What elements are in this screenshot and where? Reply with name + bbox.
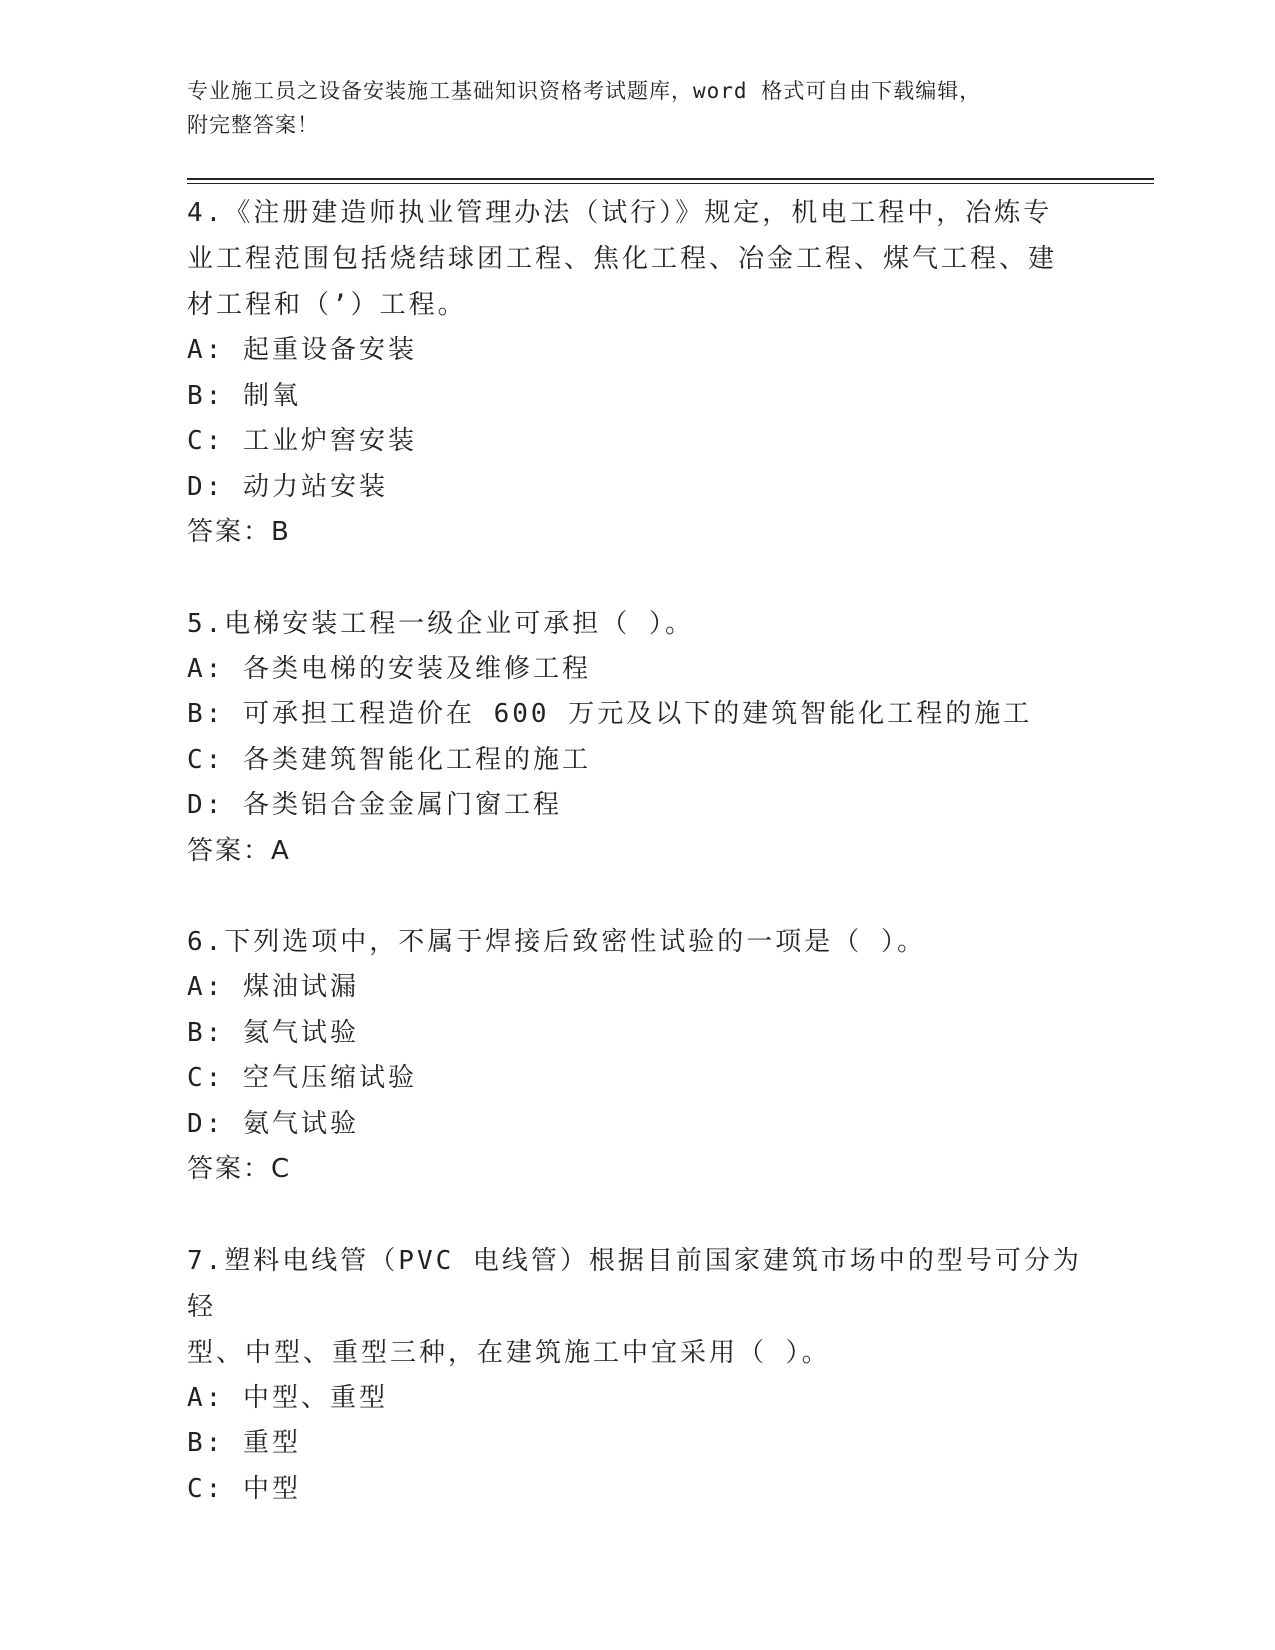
answer-line: 答案：A [187,835,291,866]
option-c: C: 各类建筑智能化工程的施工 [187,744,591,775]
option-d: D: 氨气试验 [187,1108,359,1139]
answer-line: 答案：C [187,1154,292,1184]
question-stem-line: 材工程和（’）工程。 [187,290,467,320]
option-a: A: 煤油试漏 [187,972,359,1002]
header-divider-thin [187,183,1154,184]
option-b: B: 氦气试验 [187,1017,359,1048]
question-list [187,190,1087,1557]
question-stem-line: 4.《注册建造师执业管理办法（试行）》规定，机电工程中，冶炼专 [187,198,1053,228]
question-stem-line: 6.下列选项中，不属于焊接后致密性试验的一项是（ ）。 [187,927,926,957]
option-a: A: 中型、重型 [187,1382,388,1413]
question-stem-line: 7.塑料电线管（PVC 电线管）根据目前国家建筑市场中的型号可分为轻 [187,1245,1082,1322]
option-d: D: 动力站安装 [187,471,388,502]
answer-line: 答案：B [187,517,291,547]
header-line-1: 专业施工员之设备安装施工基础知识资格考试题库，word 格式可自由下载编辑， [187,79,982,103]
question-stem-line: 型、中型、重型三种，在建筑施工中宜采用（ ）。 [187,1337,831,1368]
option-d: D: 各类铝合金金属门窗工程 [187,790,562,820]
question-stem-line: 业工程范围包括烧结球团工程、焦化工程、冶金工程、煤气工程、建 [187,244,1058,274]
question-4 [187,190,1087,556]
header-divider-thick [187,178,1154,180]
option-c: C: 工业炉窖安装 [187,426,417,456]
option-a: A: 起重设备安装 [187,335,417,365]
option-b: B: 重型 [187,1428,301,1458]
option-b: B: 可承担工程造价在 600 万元及以下的建筑智能化工程的施工 [187,699,1033,729]
option-b: B: 制氧 [187,380,301,411]
question-7 [187,1238,1087,1513]
question-5 [187,601,1087,875]
option-c: C: 空气压缩试验 [187,1063,417,1093]
header-line-2: 附完整答案！ [187,113,319,137]
question-6 [187,919,1087,1193]
option-c: C: 中型 [187,1473,301,1504]
option-a: A: 各类电梯的安装及维修工程 [187,653,591,684]
question-stem-line: 5.电梯安装工程一级企业可承担（ ）。 [187,608,694,639]
document-header [187,74,1087,142]
